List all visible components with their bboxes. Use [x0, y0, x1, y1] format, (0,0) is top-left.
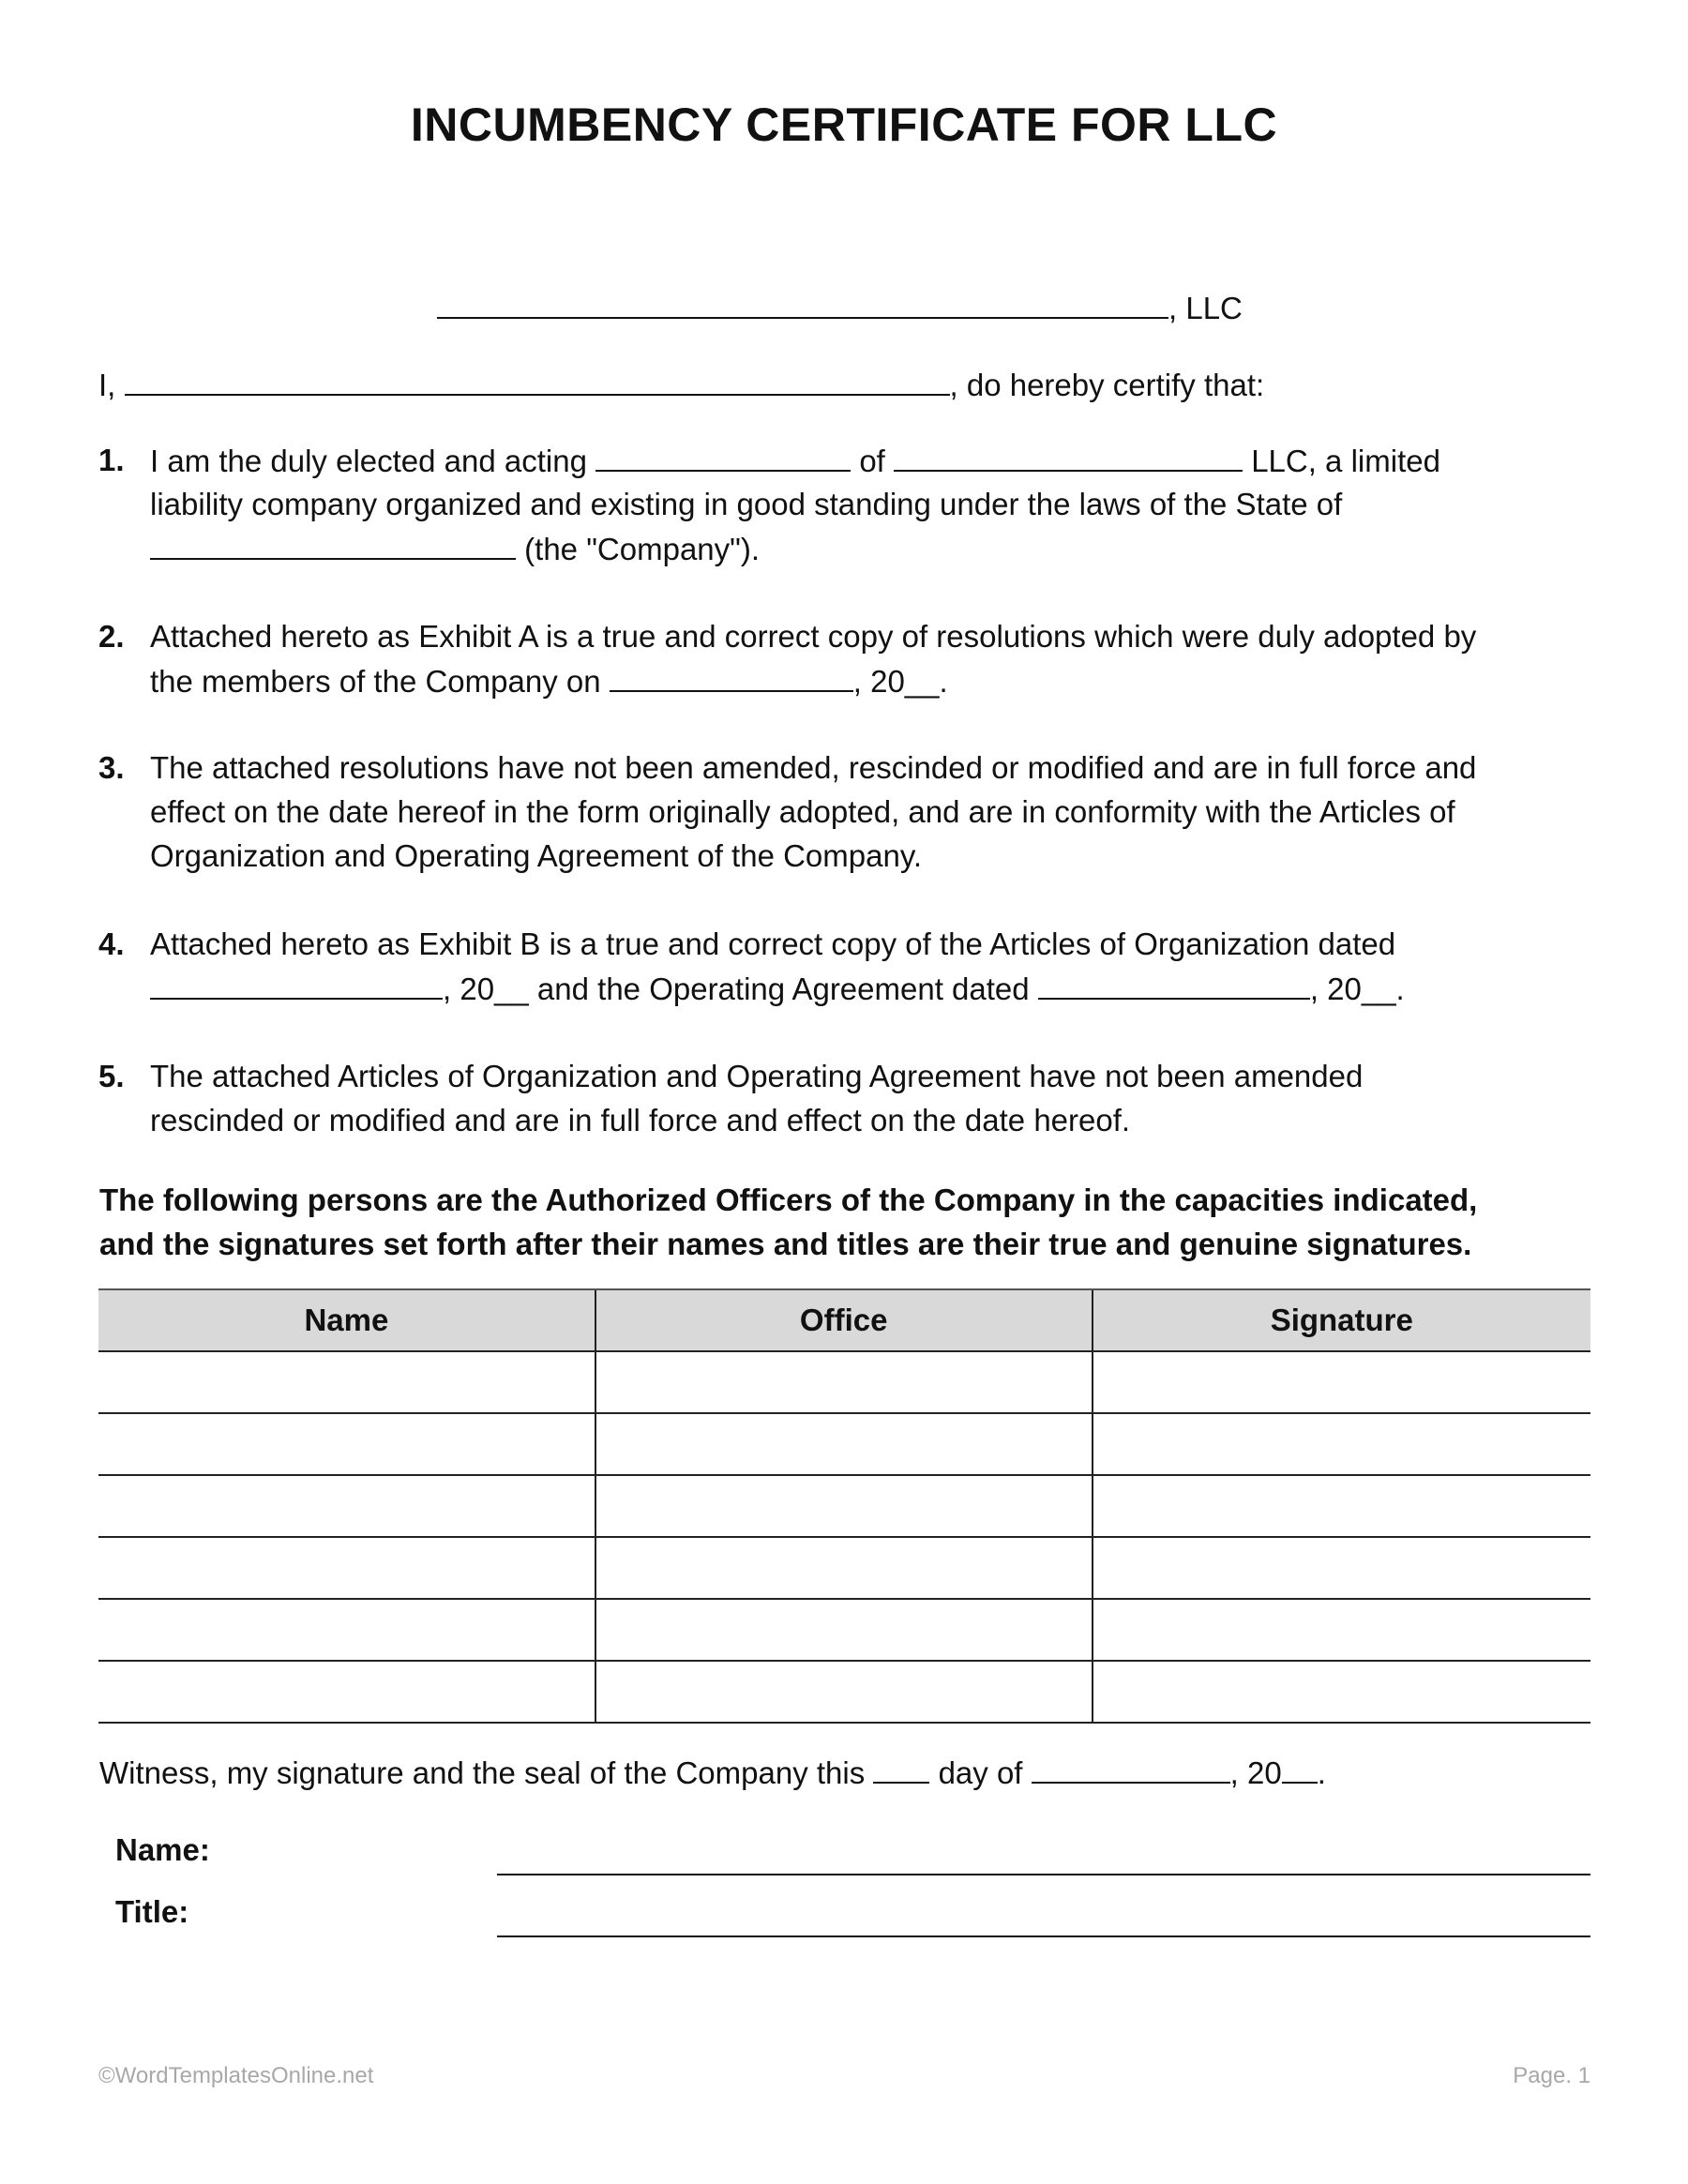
table-row	[98, 1413, 1590, 1475]
item-1-line-2: liability company organized and existing in good standing under the laws of the State of	[150, 487, 1343, 521]
item-3-line-1: The attached resolutions have not been amended, rescinded or modified and are in full force and	[150, 750, 1477, 785]
item-2-number: 2.	[98, 619, 125, 654]
name-cell[interactable]	[98, 1599, 595, 1661]
llc-suffix: , LLC	[1168, 291, 1243, 325]
table-row	[98, 1475, 1590, 1537]
name-cell[interactable]	[98, 1537, 595, 1599]
articles-date-field[interactable]	[150, 966, 443, 1000]
header-signature: Signature	[1093, 1289, 1590, 1351]
officers-intro-line-2: and the signatures set forth after their names and titles are their true and genuine signatures.	[99, 1227, 1472, 1261]
witness-month-field[interactable]	[1032, 1750, 1230, 1784]
document-title: INCUMBENCY CERTIFICATE FOR LLC	[410, 98, 1278, 151]
office-cell[interactable]	[595, 1475, 1093, 1537]
item-5-line-2: rescinded or modified and are in full force and effect on the date hereof.	[150, 1103, 1131, 1137]
certify-suffix: , do hereby certify that:	[949, 368, 1265, 402]
witness-line	[99, 1750, 1326, 1795]
title-label: Title:	[115, 1894, 189, 1929]
office-cell[interactable]	[595, 1599, 1093, 1661]
state-field[interactable]	[150, 526, 516, 560]
office-title-field[interactable]	[595, 438, 851, 472]
item-1-text-b: of	[859, 444, 885, 478]
company-name-line	[437, 285, 1243, 330]
item-1-line-3	[150, 526, 760, 571]
witness-year-field[interactable]	[1282, 1750, 1318, 1784]
certify-line	[98, 362, 1264, 407]
table-row	[98, 1351, 1590, 1413]
item-3-line-2: effect on the date hereof in the form originally adopted, and are in conformity with the Articles of	[150, 794, 1455, 829]
item-2-line-1: Attached hereto as Exhibit A is a true and correct copy of resolutions which were duly adopted by	[150, 619, 1477, 654]
resolution-date-field[interactable]	[610, 658, 853, 692]
witness-day-field[interactable]	[873, 1750, 929, 1784]
item-2-text-prefix: the members of the Company on	[150, 664, 601, 699]
certify-prefix: I,	[98, 368, 116, 402]
item-1-text-company: (the "Company").	[524, 532, 761, 566]
item-4-text-mid: , 20__ and the Operating Agreement dated	[443, 972, 1030, 1006]
item-1-line-1	[150, 438, 1440, 483]
signature-cell[interactable]	[1093, 1351, 1590, 1413]
witness-year-prefix: , 20	[1229, 1755, 1282, 1790]
office-cell[interactable]	[595, 1413, 1093, 1475]
item-1-text-c: LLC, a limited	[1251, 444, 1440, 478]
name-cell[interactable]	[98, 1475, 595, 1537]
operating-agreement-date-field[interactable]	[1038, 966, 1310, 1000]
name-cell[interactable]	[98, 1661, 595, 1723]
item-2-line-2	[150, 658, 948, 703]
item-3-number: 3.	[98, 750, 125, 785]
footer-page-number: Page. 1	[1513, 2063, 1590, 2088]
office-cell[interactable]	[595, 1661, 1093, 1723]
footer-copyright: ©WordTemplatesOnline.net	[98, 2063, 374, 2088]
witness-prefix: Witness, my signature and the seal of the Company this	[99, 1755, 866, 1790]
office-cell[interactable]	[595, 1351, 1093, 1413]
company-name-field[interactable]	[437, 285, 1168, 319]
signature-cell[interactable]	[1093, 1537, 1590, 1599]
table-row	[98, 1661, 1590, 1723]
item-2-text-suffix: , 20__.	[852, 664, 948, 699]
signature-cell[interactable]	[1093, 1661, 1590, 1723]
item-4-number: 4.	[98, 926, 125, 961]
item-1-text-a: I am the duly elected and acting	[150, 444, 587, 478]
name-signature-line[interactable]	[497, 1874, 1590, 1875]
signature-cell[interactable]	[1093, 1475, 1590, 1537]
item-4-text-suffix: , 20__.	[1309, 972, 1405, 1006]
witness-end: .	[1317, 1755, 1326, 1790]
signature-cell[interactable]	[1093, 1599, 1590, 1661]
officers-intro-line-1: The following persons are the Authorized Officers of the Company in the capacities indicated,	[99, 1182, 1478, 1217]
item-5-number: 5.	[98, 1059, 125, 1093]
item-3-line-3: Organization and Operating Agreement of the Company.	[150, 838, 923, 873]
table-row	[98, 1599, 1590, 1661]
table-header-row	[98, 1289, 1590, 1351]
certifier-name-field[interactable]	[125, 362, 950, 396]
witness-day-of: day of	[938, 1755, 1023, 1790]
header-name: Name	[98, 1289, 595, 1351]
item-4-line-2	[150, 966, 1405, 1011]
header-office: Office	[595, 1289, 1093, 1351]
name-label: Name:	[115, 1832, 210, 1867]
office-cell[interactable]	[595, 1537, 1093, 1599]
table-row	[98, 1537, 1590, 1599]
name-cell[interactable]	[98, 1351, 595, 1413]
officers-table	[98, 1288, 1590, 1724]
llc-name-field[interactable]	[894, 438, 1243, 472]
item-5-line-1: The attached Articles of Organization and Operating Agreement have not been amended	[150, 1059, 1364, 1093]
title-signature-line[interactable]	[497, 1935, 1590, 1937]
item-1-number: 1.	[98, 443, 125, 477]
name-cell[interactable]	[98, 1413, 595, 1475]
signature-cell[interactable]	[1093, 1413, 1590, 1475]
item-4-line-1: Attached hereto as Exhibit B is a true and correct copy of the Articles of Organization dated	[150, 926, 1396, 961]
